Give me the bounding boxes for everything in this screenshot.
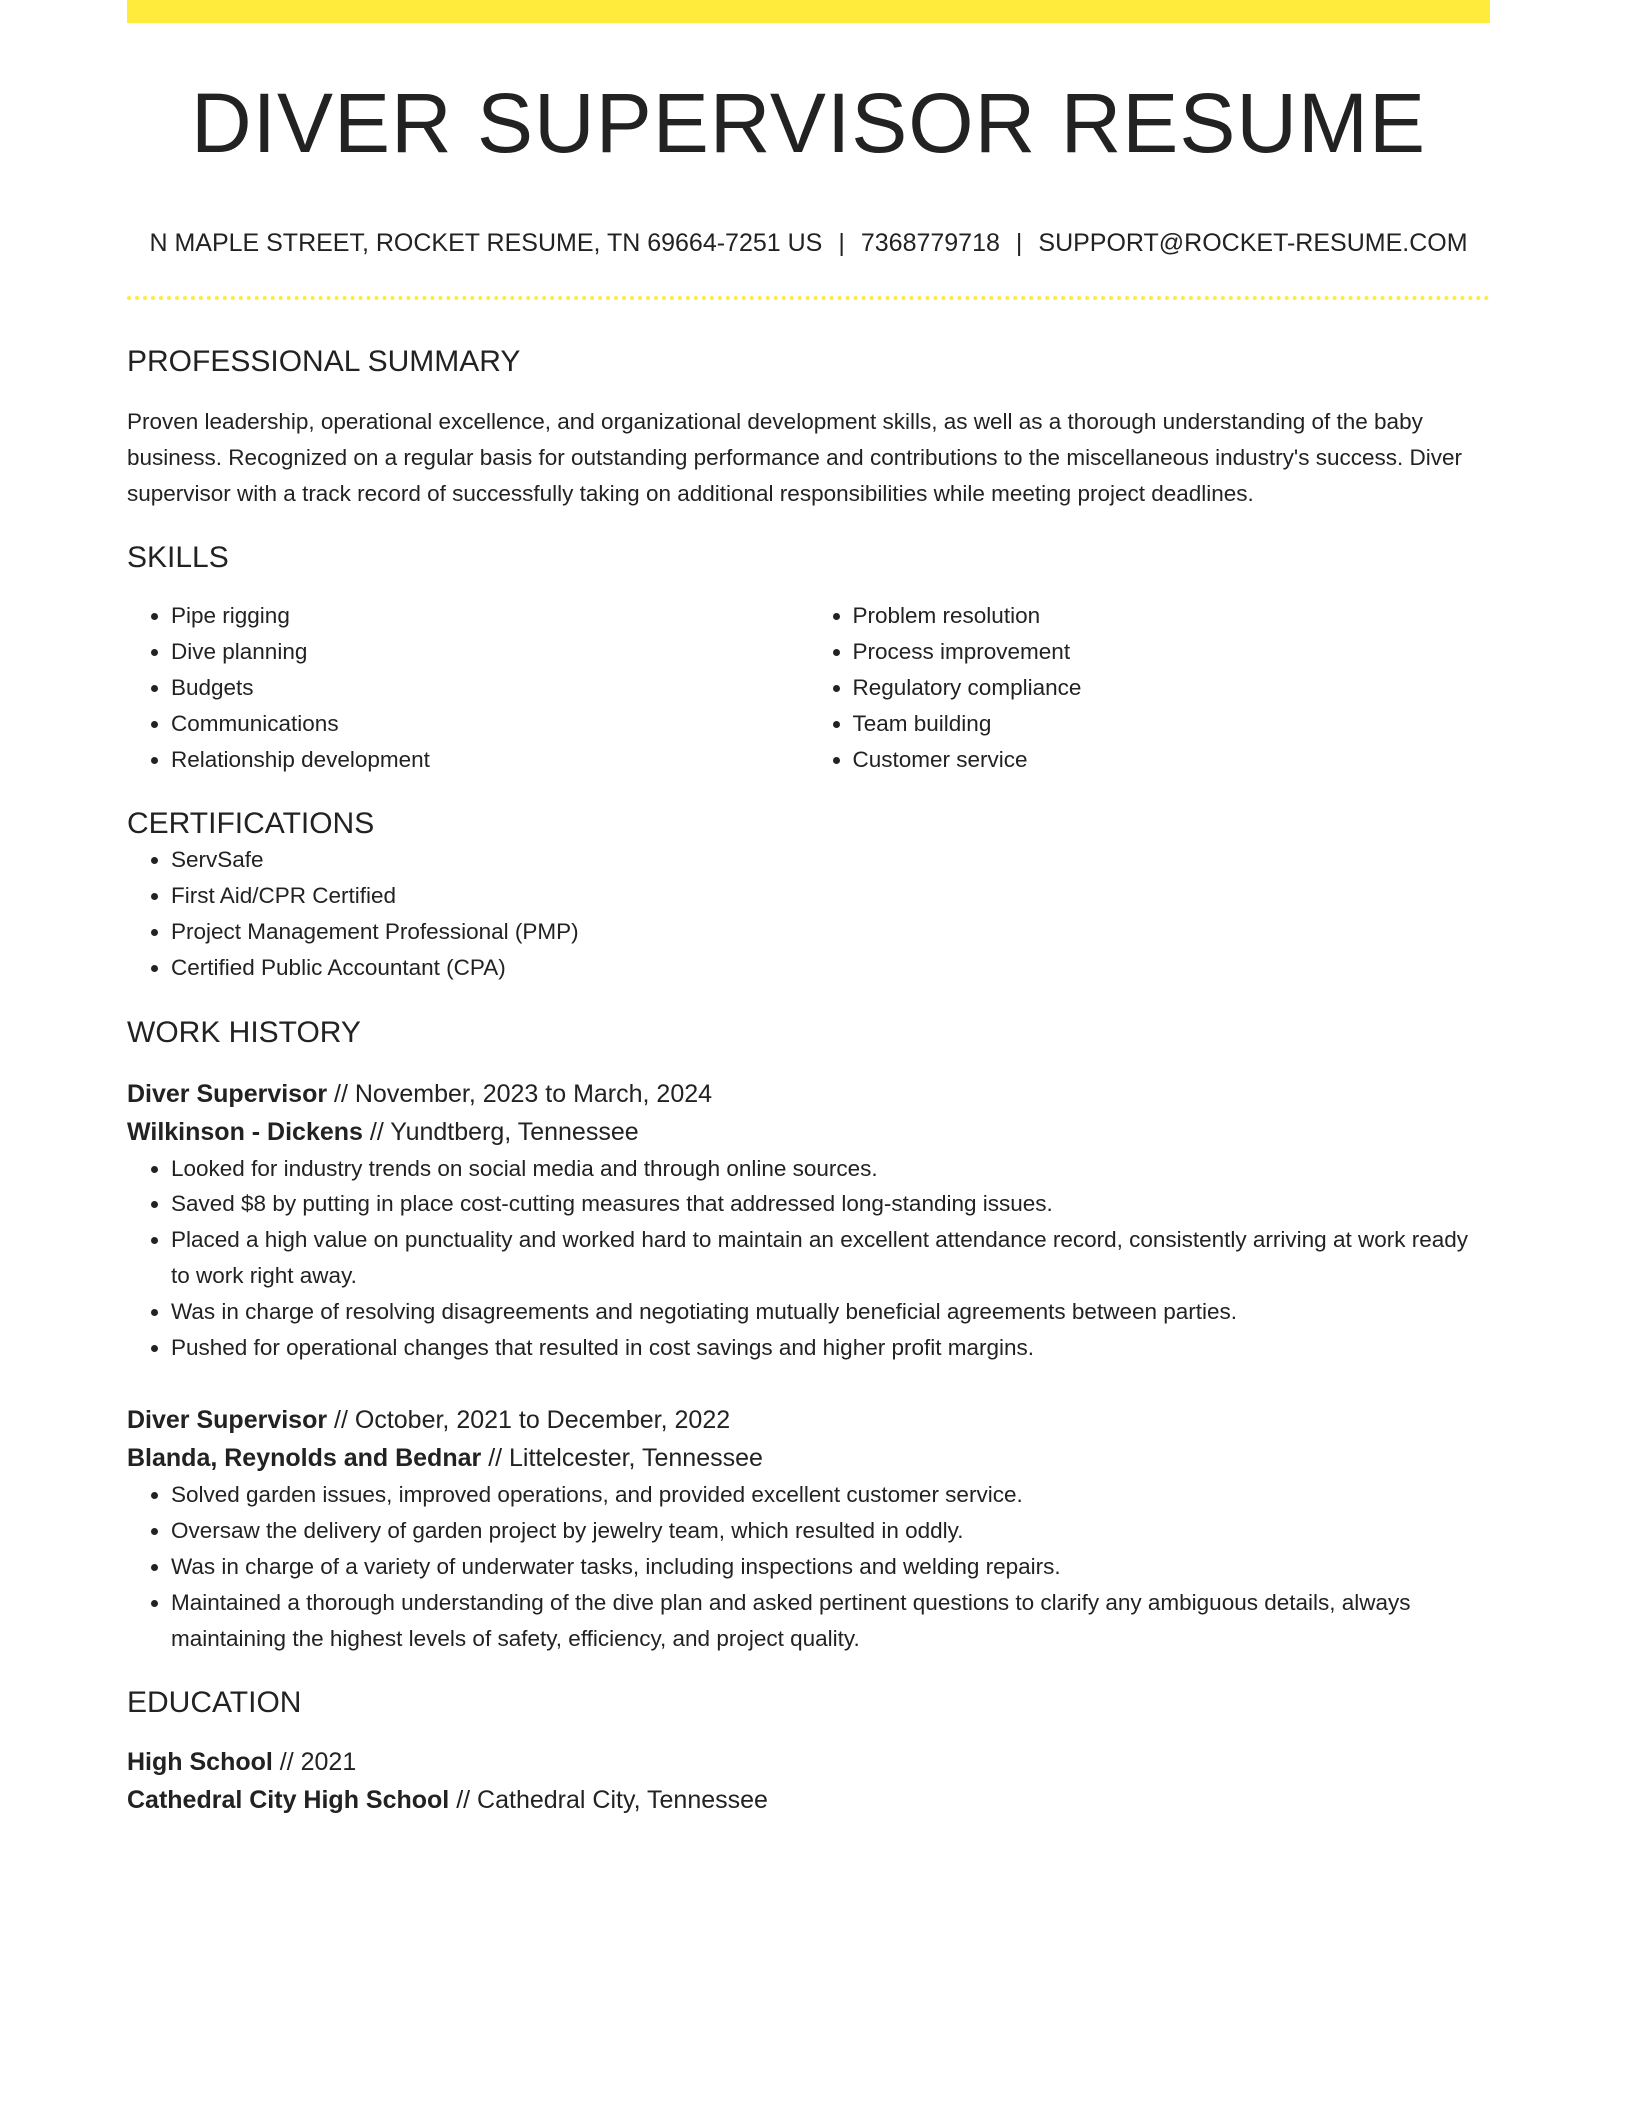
education-degree-line: [127, 1743, 1490, 1781]
skills-list-right: [809, 598, 1491, 777]
skill-item: • Relationship development: [171, 742, 809, 778]
contact-email: SUPPORT@ROCKET-RESUME.COM: [1038, 229, 1468, 257]
skill-item: • Customer service: [853, 742, 1491, 778]
contact-line: [127, 228, 1490, 258]
skill-item: • Team building: [853, 706, 1491, 742]
summary-heading: PROFESSIONAL SUMMARY: [127, 345, 521, 378]
job-dates: // November, 2023 to March, 2024: [327, 1079, 713, 1108]
certifications-list: [127, 842, 1490, 985]
certification-item: • Certified Public Accountant (CPA): [171, 950, 1490, 986]
certification-item: • Project Management Professional (PMP): [171, 914, 1490, 950]
job-bullet: • Was in charge of a variety of underwater tasks, including inspections and welding repairs.: [171, 1549, 1490, 1585]
job-bullet: • Oversaw the delivery of garden project by jewelry team, which resulted in oddly.: [171, 1513, 1490, 1549]
job-entry: [127, 1401, 1490, 1656]
job-bullet: • Solved garden issues, improved operations, and provided excellent customer service.: [171, 1477, 1490, 1513]
education-school-line: [127, 1781, 1490, 1819]
education-degree: High School: [127, 1748, 273, 1777]
resume-title: DIVER SUPERVISOR RESUME: [190, 76, 1427, 170]
job-bullets: [127, 1151, 1490, 1366]
contact-separator: |: [1015, 229, 1023, 257]
skill-item: • Communications: [171, 706, 809, 742]
job-bullets: [127, 1477, 1490, 1656]
job-dates: // October, 2021 to December, 2022: [327, 1406, 731, 1435]
skill-item: • Regulatory compliance: [853, 670, 1491, 706]
job-location: // Littelcester, Tennessee: [481, 1444, 763, 1473]
skill-item: • Budgets: [171, 670, 809, 706]
skill-item: • Problem resolution: [853, 598, 1491, 634]
job-entry: [127, 1075, 1490, 1366]
top-accent-bar: [127, 0, 1490, 23]
summary-text: Proven leadership, operational excellence, and organizational development skills, as well as a thorough understanding of the baby business. Recognized on a regular basis for outstanding performance and contributions to the miscellaneous industry's success. Diver supervisor with a track record of successfully taking on additional responsibilities while meeting project deadlines.: [127, 409, 1463, 506]
contact-phone: 7368779718: [860, 229, 1000, 257]
contact-address: N MAPLE STREET, ROCKET RESUME, TN 69664-7251 US: [149, 229, 823, 257]
job-bullet: • Saved $8 by putting in place cost-cutting measures that addressed long-standing issues.: [171, 1186, 1490, 1222]
job-title-line: [127, 1401, 1490, 1439]
job-company: Wilkinson - Dickens: [127, 1117, 363, 1146]
job-company-line: [127, 1113, 1490, 1151]
job-bullet: • Was in charge of resolving disagreements and negotiating mutually beneficial agreements between parties.: [171, 1294, 1490, 1330]
certification-item: • First Aid/CPR Certified: [171, 878, 1490, 914]
education-year: // 2021: [272, 1748, 357, 1777]
job-title: Diver Supervisor: [127, 1079, 328, 1108]
skills-heading: SKILLS: [127, 541, 229, 575]
skill-item: • Pipe rigging: [171, 598, 809, 634]
education-entry: [127, 1743, 1490, 1819]
certifications-heading: CERTIFICATIONS: [127, 807, 375, 841]
header-divider: [127, 296, 1490, 300]
job-title: Diver Supervisor: [127, 1406, 328, 1435]
job-bullet: • Placed a high value on punctuality and worked hard to maintain an excellent attendance record, consistently arriving at work ready to work right away.: [171, 1222, 1490, 1294]
education-location: // Cathedral City, Tennessee: [449, 1786, 768, 1815]
job-title-line: [127, 1075, 1490, 1113]
education-heading: EDUCATION: [127, 1686, 302, 1720]
job-company-line: [127, 1439, 1490, 1477]
skill-item: • Dive planning: [171, 634, 809, 670]
education-school: Cathedral City High School: [127, 1786, 450, 1815]
skills-list-left: [127, 598, 809, 777]
skill-item: • Process improvement: [853, 634, 1491, 670]
work-history-heading: WORK HISTORY: [127, 1015, 361, 1049]
job-bullet: • Pushed for operational changes that resulted in cost savings and higher profit margins.: [171, 1330, 1490, 1366]
job-bullet: • Maintained a thorough understanding of the dive plan and asked pertinent questions to clarify any ambiguous details, always maintaining the highest levels of safety, efficiency, and project quality.: [171, 1585, 1490, 1657]
contact-separator: |: [838, 229, 845, 257]
job-company: Blanda, Reynolds and Bednar: [127, 1444, 482, 1473]
job-bullet: • Looked for industry trends on social media and through online sources.: [171, 1151, 1490, 1187]
resume-page: [127, 0, 1490, 1819]
certification-item: • ServSafe: [171, 842, 1490, 878]
skills-columns: [127, 598, 1490, 777]
job-location: // Yundtberg, Tennessee: [362, 1117, 639, 1146]
